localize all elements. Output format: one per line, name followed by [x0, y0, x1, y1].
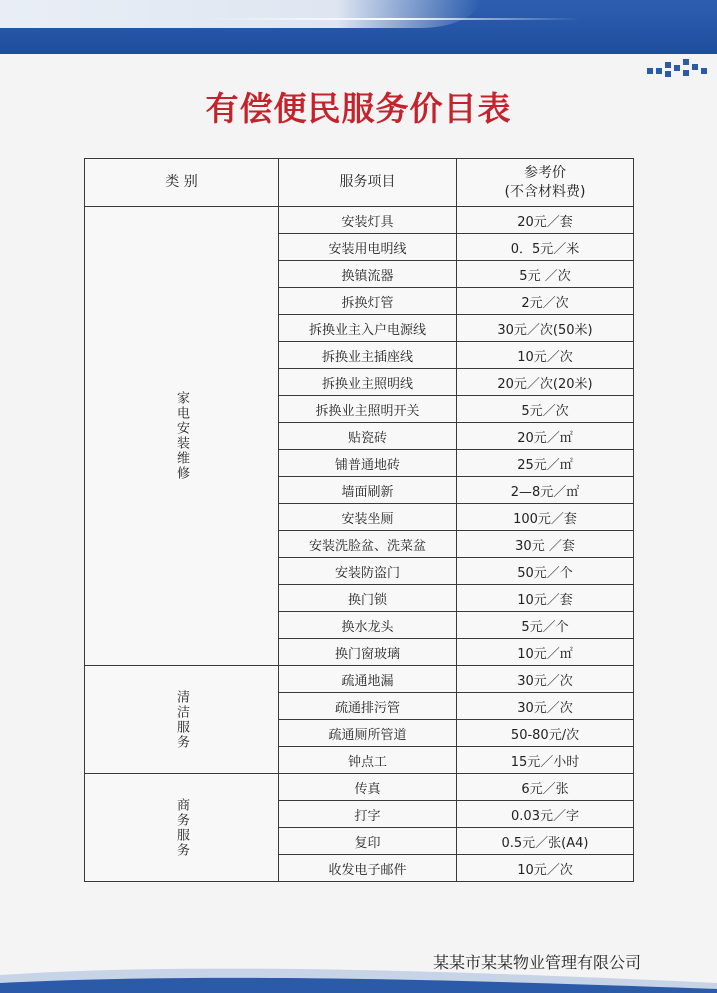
- service-item-cell: 墙面刷新: [279, 477, 457, 504]
- pixel-decoration: [647, 56, 711, 80]
- price-table: [84, 158, 634, 882]
- price-cell: 6元／张: [457, 774, 634, 801]
- header-price-line2: (不含材料费): [504, 183, 586, 200]
- category-label: 商务服务: [174, 797, 189, 858]
- price-cell: 20元／㎡: [457, 423, 634, 450]
- top-banner: [0, 0, 717, 54]
- price-cell: 10元／套: [457, 585, 634, 612]
- service-item-cell: 钟点工: [279, 747, 457, 774]
- price-cell: 30元 ／套: [457, 531, 634, 558]
- category-cell: [85, 666, 279, 774]
- service-item-cell: 换镇流器: [279, 261, 457, 288]
- price-cell: 20元／次(20米): [457, 369, 634, 396]
- service-item-cell: 换门锁: [279, 585, 457, 612]
- price-cell: 2元／次: [457, 288, 634, 315]
- service-item-cell: 换水龙头: [279, 612, 457, 639]
- service-item-cell: 换门窗玻璃: [279, 639, 457, 666]
- price-cell: 10元／次: [457, 342, 634, 369]
- category-cell: [85, 207, 279, 666]
- table-row: [85, 666, 634, 693]
- header-category: 类 别: [85, 159, 279, 207]
- service-item-cell: 拆换业主入户电源线: [279, 315, 457, 342]
- service-item-cell: 传真: [279, 774, 457, 801]
- price-cell: 2—8元／㎡: [457, 477, 634, 504]
- price-cell: 30元／次(50米): [457, 315, 634, 342]
- service-item-cell: 拆换业主照明线: [279, 369, 457, 396]
- category-cell: [85, 774, 279, 882]
- bottom-wave-decoration: [0, 953, 717, 993]
- header-price-line1: 参考价: [524, 164, 566, 181]
- header-price: [457, 159, 634, 207]
- price-cell: 50-80元/次: [457, 720, 634, 747]
- service-item-cell: 复印: [279, 828, 457, 855]
- service-item-cell: 拆换业主插座线: [279, 342, 457, 369]
- price-cell: 0.5元／张(A4): [457, 828, 634, 855]
- price-cell: 25元／㎡: [457, 450, 634, 477]
- banner-line: [200, 18, 580, 20]
- table-header-row: [85, 159, 634, 207]
- price-cell: 30元／次: [457, 693, 634, 720]
- service-item-cell: 铺普通地砖: [279, 450, 457, 477]
- table-body: [85, 207, 634, 882]
- price-cell: 0．5元／米: [457, 234, 634, 261]
- price-cell: 20元／套: [457, 207, 634, 234]
- service-item-cell: 疏通排污管: [279, 693, 457, 720]
- service-item-cell: 收发电子邮件: [279, 855, 457, 882]
- table-row: [85, 774, 634, 801]
- price-cell: 30元／次: [457, 666, 634, 693]
- price-cell: 5元 ／次: [457, 261, 634, 288]
- price-cell: 15元／小时: [457, 747, 634, 774]
- service-item-cell: 安装防盗门: [279, 558, 457, 585]
- price-cell: 10元／㎡: [457, 639, 634, 666]
- category-label: 清洁服务: [174, 689, 189, 750]
- price-cell: 100元／套: [457, 504, 634, 531]
- price-cell: 0.03元／字: [457, 801, 634, 828]
- page-title: 有偿便民服务价目表: [205, 89, 512, 128]
- table-row: [85, 207, 634, 234]
- price-cell: 50元／个: [457, 558, 634, 585]
- service-item-cell: 安装洗脸盆、洗菜盆: [279, 531, 457, 558]
- service-item-cell: 疏通厕所管道: [279, 720, 457, 747]
- service-item-cell: 疏通地漏: [279, 666, 457, 693]
- service-item-cell: 安装用电明线: [279, 234, 457, 261]
- price-cell: 5元／个: [457, 612, 634, 639]
- category-label: 家电安装维修: [174, 391, 189, 481]
- service-item-cell: 拆换灯管: [279, 288, 457, 315]
- service-item-cell: 打字: [279, 801, 457, 828]
- service-item-cell: 安装坐厕: [279, 504, 457, 531]
- service-item-cell: 安装灯具: [279, 207, 457, 234]
- service-item-cell: 贴瓷砖: [279, 423, 457, 450]
- price-cell: 5元／次: [457, 396, 634, 423]
- service-item-cell: 拆换业主照明开关: [279, 396, 457, 423]
- footer-company: 某某市某某物业管理有限公司: [432, 953, 641, 972]
- price-cell: 10元／次: [457, 855, 634, 882]
- banner-highlight: [0, 0, 480, 28]
- header-item: 服务项目: [279, 159, 457, 207]
